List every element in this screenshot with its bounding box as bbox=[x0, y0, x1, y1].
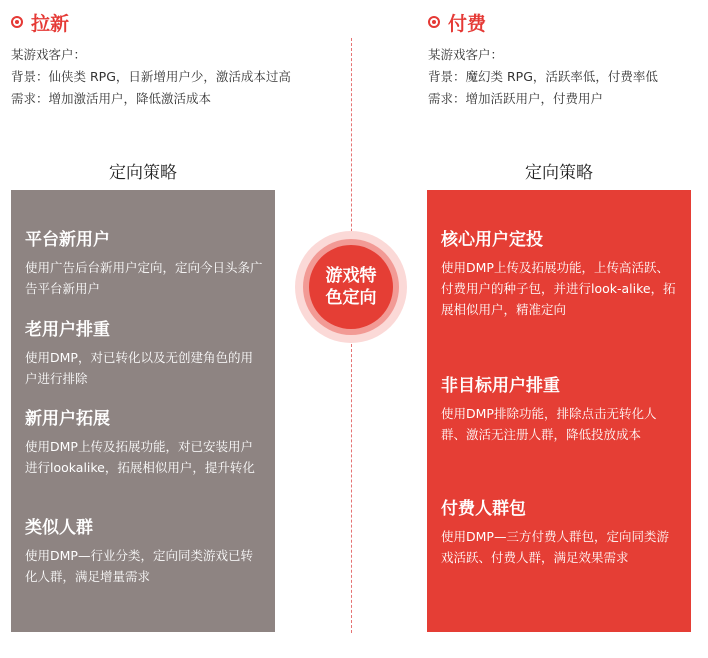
left-client-label: 某游戏客户： bbox=[11, 47, 87, 62]
left-strategy-label: 定向策略 bbox=[109, 163, 177, 183]
strategy-item bbox=[25, 228, 265, 299]
center-badge-line2: 色定向 bbox=[325, 288, 377, 308]
right-background: 背景：魔幻类 RPG，活跃率低，付费率低 bbox=[428, 69, 658, 84]
center-badge bbox=[295, 231, 407, 343]
center-badge-core bbox=[309, 245, 393, 329]
strategy-item bbox=[441, 228, 681, 320]
left-client-info bbox=[11, 44, 291, 110]
strategy-item bbox=[25, 407, 265, 478]
radio-dot-icon bbox=[428, 16, 440, 28]
strategy-item bbox=[441, 497, 681, 568]
center-badge-ring bbox=[303, 239, 399, 335]
left-title-text: 拉新 bbox=[31, 12, 70, 35]
right-client-label: 某游戏客户： bbox=[428, 47, 504, 62]
right-section-title bbox=[428, 10, 486, 34]
radio-dot-icon bbox=[11, 16, 23, 28]
strategy-item-title: 老用户排重 bbox=[25, 320, 110, 340]
right-strategy-label: 定向策略 bbox=[525, 163, 593, 183]
right-strategy-panel bbox=[427, 190, 691, 632]
strategy-item-title: 核心用户定投 bbox=[441, 230, 543, 250]
strategy-item-desc: 使用DMP，对已转化以及无创建角色的用户进行排除 bbox=[25, 350, 253, 386]
strategy-item-desc: 使用DMP—三方付费人群包，定向同类游戏活跃、付费人群，满足效果需求 bbox=[441, 529, 669, 565]
strategy-item bbox=[25, 516, 265, 587]
strategy-item-title: 付费人群包 bbox=[441, 499, 526, 519]
right-client-info bbox=[428, 44, 658, 110]
left-strategy-panel bbox=[11, 190, 275, 632]
strategy-item bbox=[25, 318, 265, 389]
strategy-item-title: 平台新用户 bbox=[25, 230, 110, 250]
strategy-item-title: 非目标用户排重 bbox=[441, 376, 560, 396]
right-need: 需求：增加活跃用户，付费用户 bbox=[428, 91, 604, 106]
strategy-item-desc: 使用DMP—行业分类，定向同类游戏已转化人群，满足增量需求 bbox=[25, 548, 253, 584]
left-background: 背景：仙侠类 RPG，日新增用户少，激活成本过高 bbox=[11, 69, 291, 84]
strategy-item-title: 新用户拓展 bbox=[25, 409, 110, 429]
strategy-item-desc: 使用广告后台新用户定向，定向今日头条广告平台新用户 bbox=[25, 260, 263, 296]
strategy-item-desc: 使用DMP上传及拓展功能，上传高活跃、付费用户的种子包，并进行look-alike，拓展相似用户，精准定向 bbox=[441, 260, 676, 317]
left-section-title bbox=[11, 10, 69, 34]
left-need: 需求：增加激活用户，降低激活成本 bbox=[11, 91, 212, 106]
strategy-item-title: 类似人群 bbox=[25, 518, 93, 538]
strategy-item-desc: 使用DMP排除功能，排除点击无转化人群、激活无注册人群，降低投放成本 bbox=[441, 406, 657, 442]
strategy-item-desc: 使用DMP上传及拓展功能，对已安装用户进行lookalike，拓展相似用户，提升转化 bbox=[25, 439, 255, 475]
center-badge-line1: 游戏特 bbox=[325, 266, 377, 286]
strategy-item bbox=[441, 374, 681, 445]
right-title-text: 付费 bbox=[448, 12, 487, 35]
